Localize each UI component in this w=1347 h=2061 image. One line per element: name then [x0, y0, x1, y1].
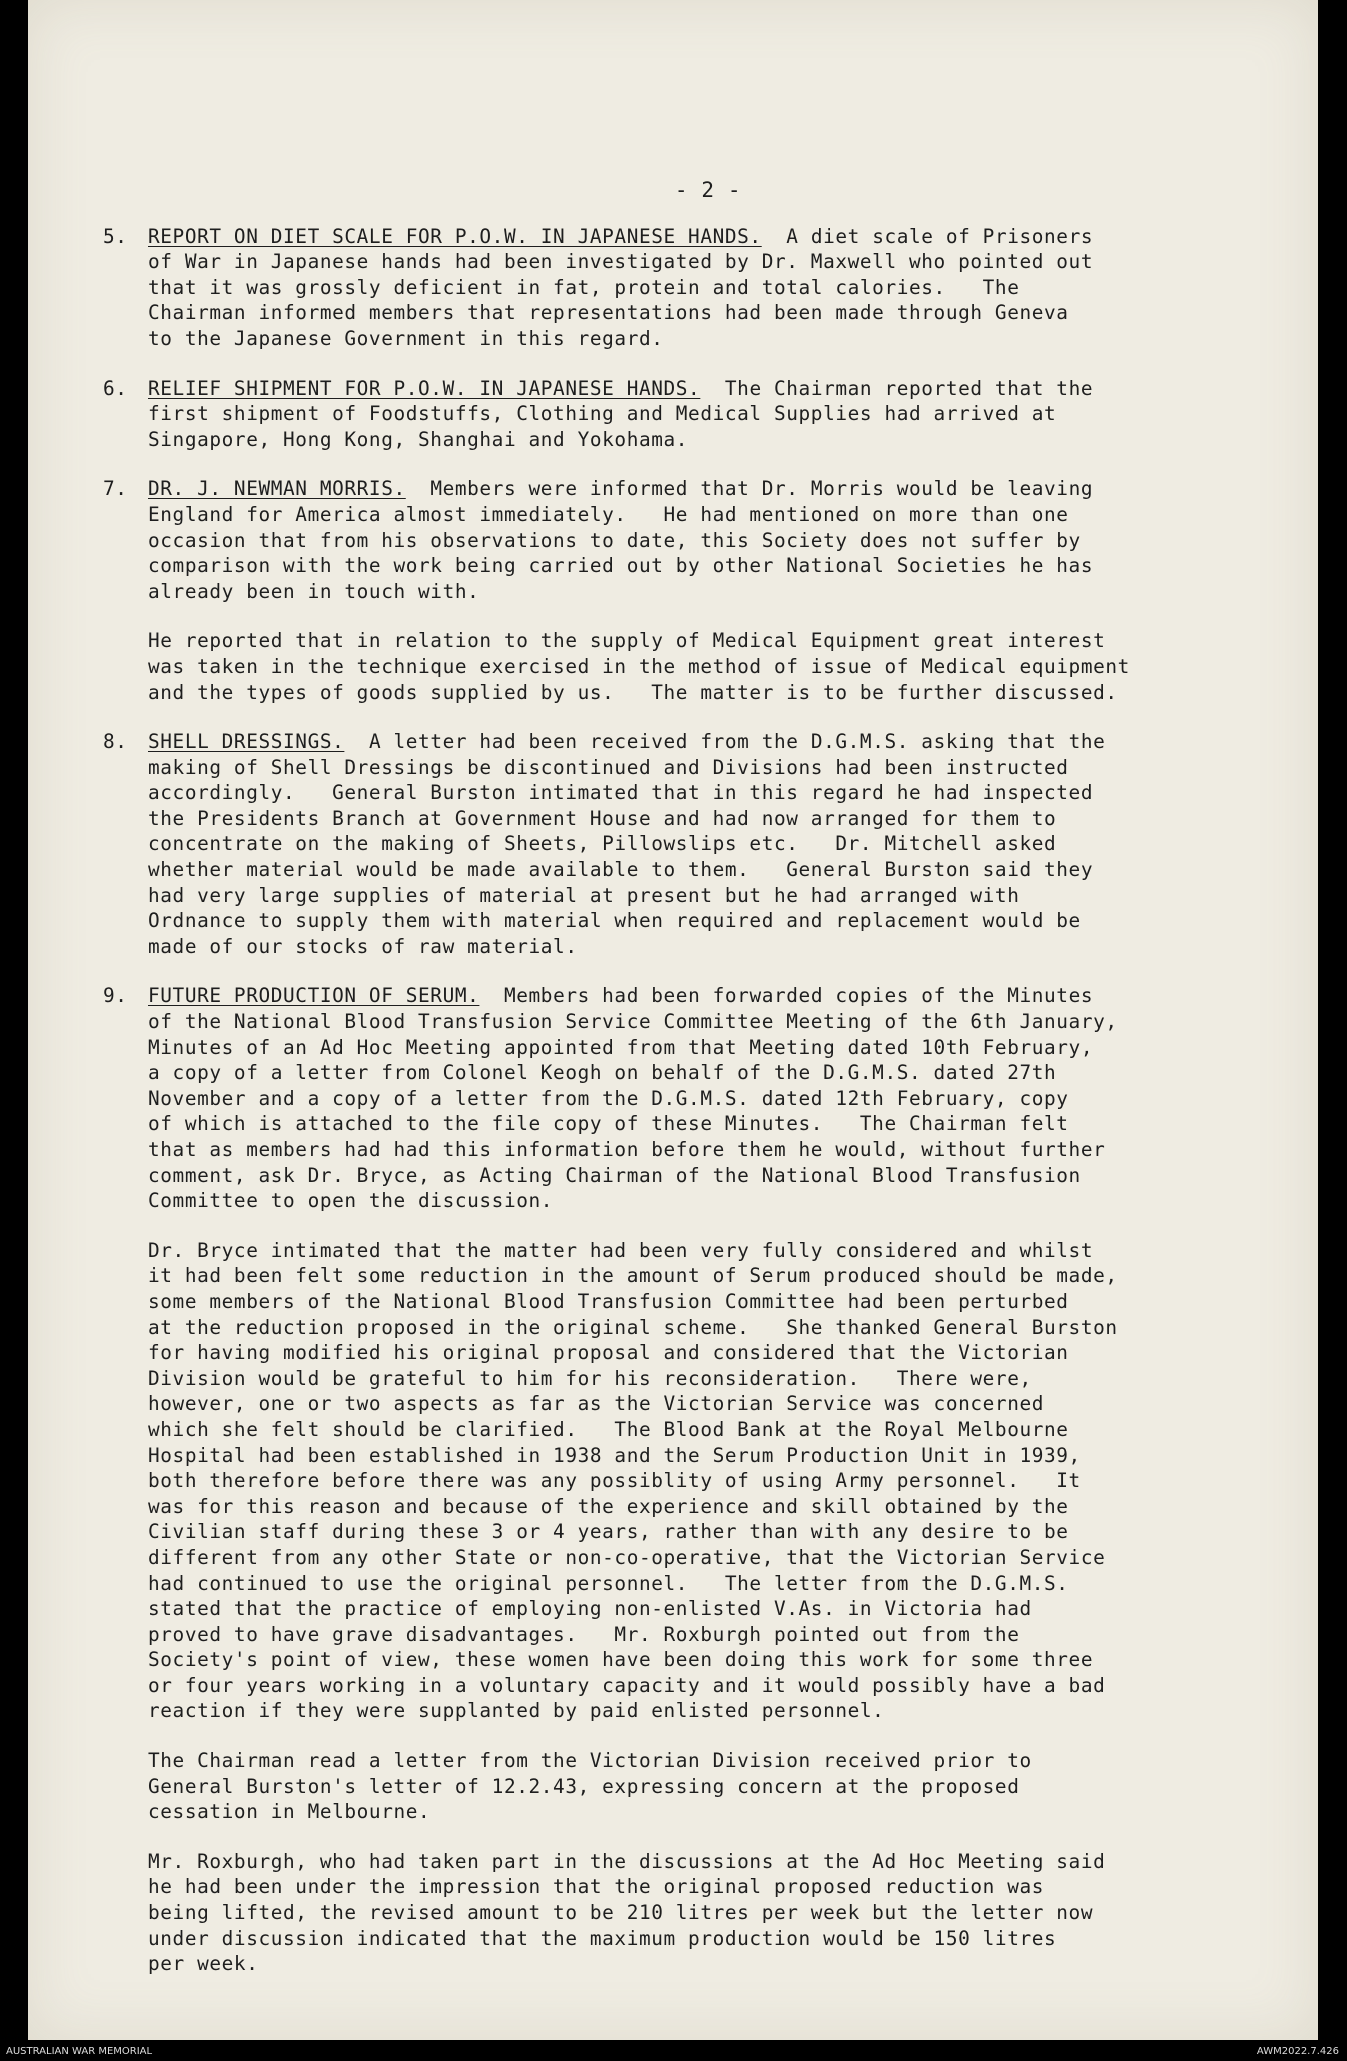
text-line: made of our stocks of raw material. — [148, 934, 578, 958]
item-number: 7. — [103, 477, 128, 501]
text-line: which she felt should be clarified. The Blood Bank at the Royal Melbourne — [148, 1417, 1069, 1441]
item-number: 9. — [103, 984, 128, 1008]
text-line: a copy of a letter from Colonel Keogh on behalf of the D.G.M.S. dated 27th — [148, 1061, 1057, 1085]
item-number: 8. — [103, 730, 128, 754]
text-line: England for America almost immediately. He had mentioned on more than one — [148, 502, 1069, 526]
text-line: comparison with the work being carried out by other National Societies he has — [148, 554, 1094, 578]
item-paragraph — [148, 476, 1268, 604]
text-line: Civilian staff during these 3 or 4 years, rather than with any desire to be — [148, 1520, 1069, 1544]
text-line: Division would be grateful to him for his reconsideration. There were, — [148, 1366, 1032, 1390]
item-paragraph — [148, 628, 1268, 705]
text-line: occasion that from his observations to date, this Society does not suffer by — [148, 528, 1081, 552]
text-line: Chairman informed members that representations had been made through Geneva — [148, 301, 1069, 325]
text-line: Society's point of view, these women have been doing this work for some three — [148, 1648, 1094, 1672]
item-paragraph — [148, 983, 1268, 1213]
text-line: that as members had had this information before them he would, without further — [148, 1138, 1106, 1161]
text-line: Committee to open the discussion. — [148, 1189, 554, 1213]
text-line: accordingly. General Burston intimated that in this regard he had inspected — [148, 781, 1094, 805]
item-paragraph — [148, 1748, 1268, 1825]
text-line: different from any other State or non-co-operative, that the Victorian Service — [148, 1545, 1106, 1569]
text-line: however, one or two aspects as far as the Victorian Service was concerned — [148, 1392, 1045, 1416]
minutes-item — [103, 224, 1268, 352]
text-line — [148, 476, 1268, 502]
item-paragraph — [148, 376, 1268, 453]
item-paragraph — [148, 224, 1268, 352]
item-number: 5. — [103, 224, 128, 248]
text-line: General Burston's letter of 12.2.43, expressing concern at the proposed — [148, 1774, 1020, 1798]
item-heading: SHELL DRESSINGS. — [148, 730, 345, 754]
heading-continuation: Members were informed that Dr. Morris would be leaving — [430, 477, 1094, 501]
item-number: 6. — [103, 376, 128, 400]
text-line: to the Japanese Government in this regard. — [148, 326, 664, 350]
text-line: Hospital had been established in 1938 and the Serum Production Unit in 1939, — [148, 1443, 1081, 1467]
document-body — [103, 178, 1268, 2001]
item-paragraph — [148, 1238, 1268, 1724]
heading-continuation: Members had been forwarded copies of the Minutes — [503, 984, 1094, 1008]
text-line: proved to have grave disadvantages. Mr. Roxburgh pointed out from the — [148, 1622, 1020, 1646]
text-line: November and a copy of a letter from the D.G.M.S. dated 12th February, copy — [148, 1086, 1069, 1110]
text-line: per week. — [148, 1952, 259, 1976]
heading-continuation: A letter had been received from the D.G.M.S. asking that the — [368, 730, 1106, 754]
text-line: under discussion indicated that the maximum production would be 150 litres — [148, 1926, 1057, 1950]
heading-continuation: A diet scale of Prisoners — [786, 224, 1094, 248]
text-line: he had been under the impression that the original proposed reduction was — [148, 1875, 1045, 1899]
item-paragraph — [148, 1849, 1268, 1977]
text-line: of War in Japanese hands had been investigated by Dr. Maxwell who pointed out — [148, 250, 1094, 274]
document-page — [28, 0, 1318, 2040]
text-line: of which is attached to the file copy of these Minutes. The Chairman felt — [148, 1112, 1069, 1136]
text-line: The Chairman read a letter from the Victorian Division received prior to — [148, 1749, 1032, 1773]
item-heading: FUTURE PRODUCTION OF SERUM. — [148, 984, 480, 1008]
item-heading: RELIEF SHIPMENT FOR P.O.W. IN JAPANESE HANDS. — [148, 376, 701, 400]
text-line: Ordnance to supply them with material when required and replacement would be — [148, 909, 1081, 933]
text-line: some members of the National Blood Transfusion Committee had been perturbed — [148, 1289, 1069, 1313]
page-number: - 2 - — [674, 178, 742, 202]
text-line: Singapore, Hong Kong, Shanghai and Yokohama. — [148, 427, 689, 451]
item-paragraph — [148, 729, 1268, 959]
text-line: and the types of goods supplied by us. The matter is to be further discussed. — [148, 680, 1118, 704]
text-line: Mr. Roxburgh, who had taken part in the discussions at the Ad Hoc Meeting said — [148, 1849, 1106, 1873]
minutes-item — [103, 376, 1268, 453]
text-line: or four years working in a voluntary capacity and it would possibly have a bad — [148, 1673, 1106, 1697]
text-line: was taken in the technique exercised in the method of issue of Medical equipment — [148, 654, 1130, 678]
heading-continuation: The Chairman reported that the — [724, 376, 1094, 400]
text-line: reaction if they were supplanted by paid enlisted personnel. — [148, 1699, 885, 1723]
footer-reference: AWM2022.7.426 — [1256, 2046, 1339, 2057]
item-heading: REPORT ON DIET SCALE FOR P.O.W. IN JAPANESE HANDS. — [148, 224, 762, 248]
text-line: was for this reason and because of the experience and skill obtained by the — [148, 1494, 1069, 1518]
text-line: had very large supplies of material at present but he had arranged with — [148, 883, 1020, 907]
text-line: it had been felt some reduction in the amount of Serum produced should be made, — [148, 1264, 1118, 1288]
text-line: for having modified his original proposal and considered that the Victorian — [148, 1341, 1069, 1365]
text-line: already been in touch with. — [148, 579, 480, 603]
text-line — [148, 983, 1268, 1009]
minutes-item — [103, 983, 1268, 1976]
text-line: being lifted, the revised amount to be 210 litres per week but the letter now — [148, 1901, 1094, 1925]
item-heading: DR. J. NEWMAN MORRIS. — [148, 477, 406, 501]
archive-footer — [0, 2044, 1347, 2061]
text-line: Minutes of an Ad Hoc Meeting appointed from that Meeting dated 10th February, — [148, 1035, 1094, 1059]
minutes-item — [103, 476, 1268, 705]
text-line: at the reduction proposed in the original scheme. She thanked General Burston — [148, 1315, 1118, 1339]
text-line: stated that the practice of employing non-enlisted V.As. in Victoria had — [148, 1597, 1032, 1621]
text-line: first shipment of Foodstuffs, Clothing and Medical Supplies had arrived at — [148, 402, 1057, 426]
text-line: of the National Blood Transfusion Service Committee Meeting of the 6th January, — [148, 1010, 1118, 1034]
text-line: Dr. Bryce intimated that the matter had been very fully considered and whilst — [148, 1238, 1094, 1262]
text-line: the Presidents Branch at Government House and had now arranged for them to — [148, 806, 1057, 830]
text-line: cessation in Melbourne. — [148, 1800, 431, 1824]
text-line: that it was grossly deficient in fat, protein and total calories. The — [148, 275, 1020, 299]
text-line: comment, ask Dr. Bryce, as Acting Chairman of the National Blood Transfusion — [148, 1163, 1081, 1187]
text-line — [148, 729, 1268, 755]
footer-institution: AUSTRALIAN WAR MEMORIAL — [6, 2046, 153, 2057]
minutes-item — [103, 729, 1268, 959]
text-line: concentrate on the making of Sheets, Pillowslips etc. Dr. Mitchell asked — [148, 832, 1057, 856]
text-line — [148, 224, 1268, 250]
text-line: had continued to use the original personnel. The letter from the D.G.M.S. — [148, 1571, 1069, 1595]
text-line — [148, 376, 1268, 402]
minutes-items — [103, 224, 1268, 1977]
text-line: whether material would be made available to them. General Burston said they — [148, 858, 1094, 882]
text-line: He reported that in relation to the supply of Medical Equipment great interest — [148, 629, 1106, 653]
text-line: making of Shell Dressings be discontinued and Divisions had been instructed — [148, 755, 1069, 779]
text-line: both therefore before there was any possiblity of using Army personnel. It — [148, 1469, 1081, 1493]
